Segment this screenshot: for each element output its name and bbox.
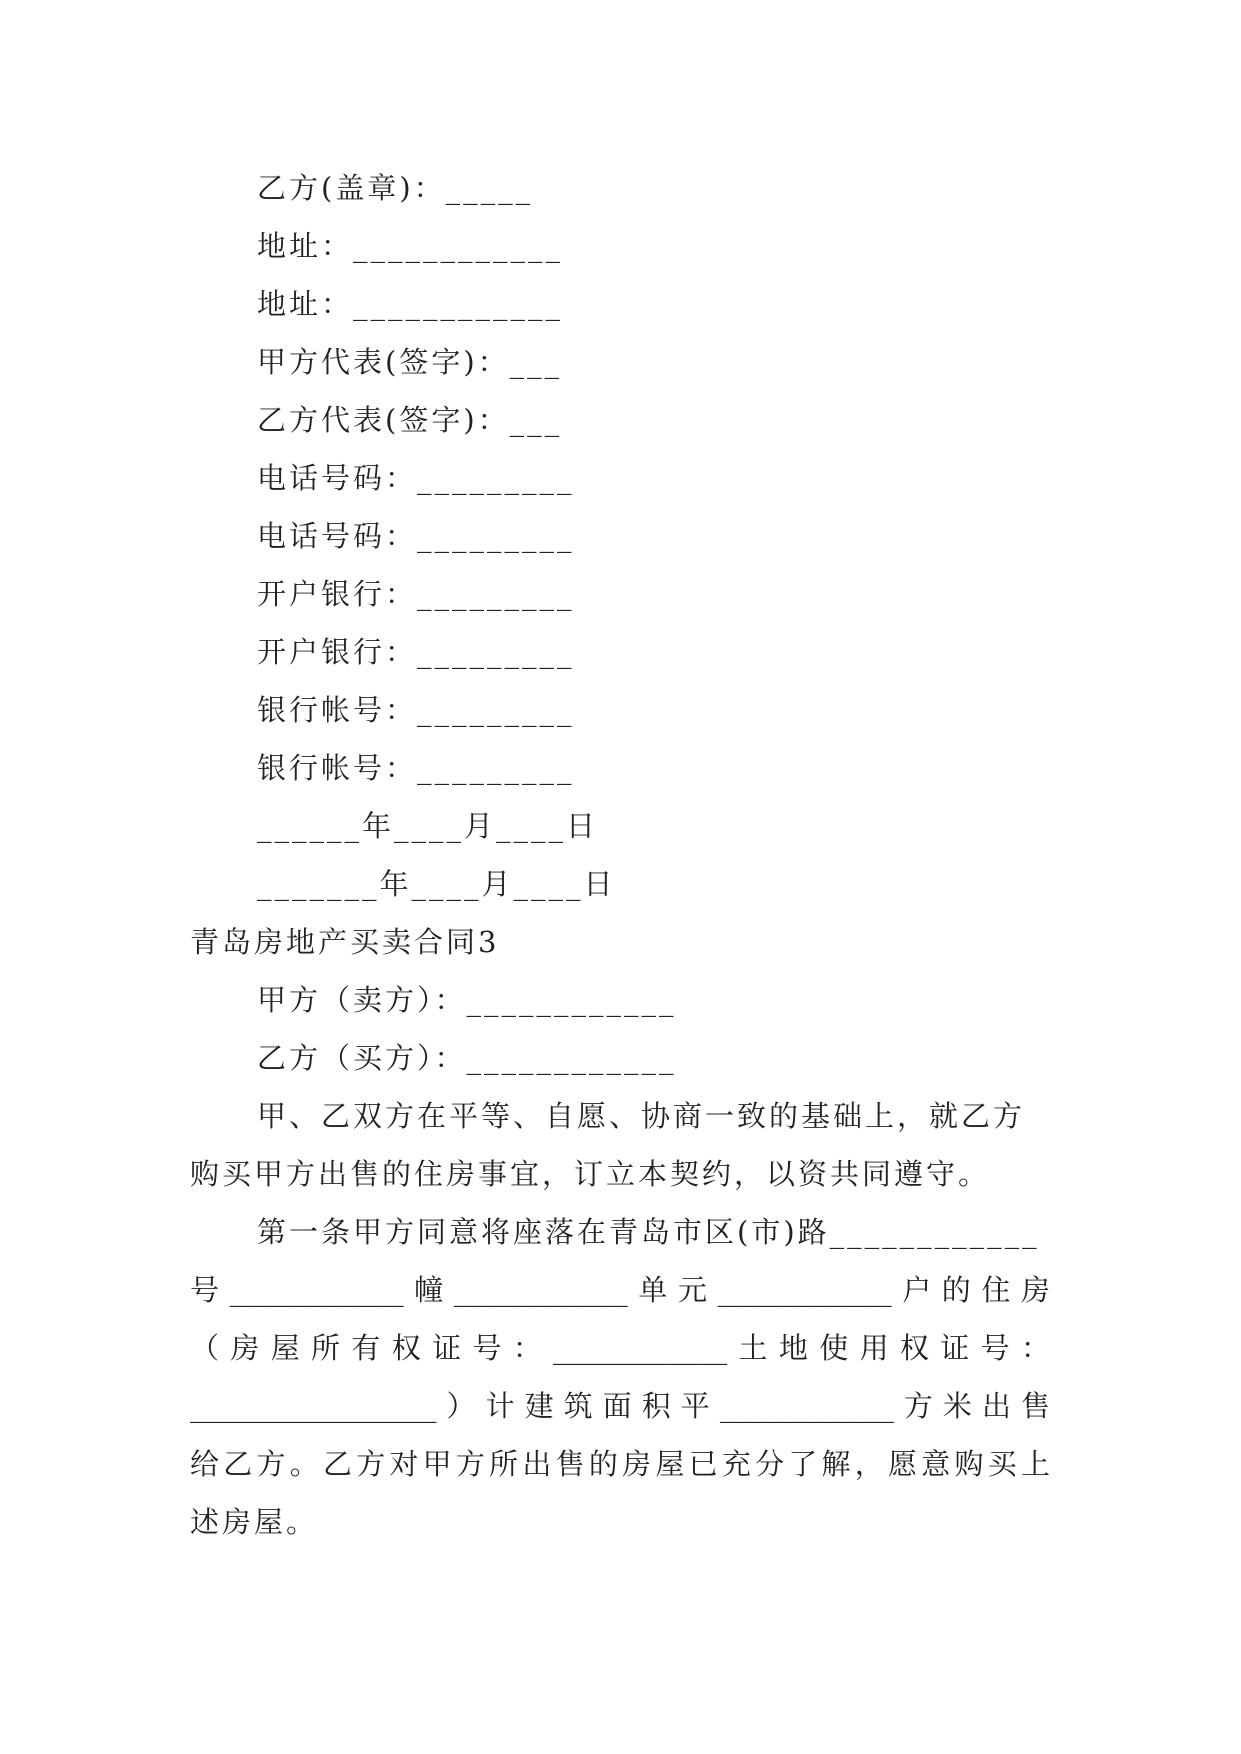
text-line: 甲方代表(签字)：___ (257, 345, 563, 379)
text-line: 开户银行：_________ (257, 635, 575, 669)
paragraph-line: 购买甲方出售的住房事宜，订立本契约，以资共同遵守。 (190, 1157, 991, 1191)
text-line: 乙方代表(签字)：___ (257, 403, 563, 437)
text-line: 开户银行：_________ (257, 577, 575, 611)
text-line: 乙方(盖章)：_____ (257, 171, 534, 205)
paragraph-line: _________________）计建筑面积平____________方米出售 (190, 1389, 1050, 1423)
text-line: ______年____月____日 (257, 809, 599, 843)
paragraph-line: （房屋所有权证号：____________土地使用权证号： (190, 1331, 1050, 1365)
text-line: _______年____月____日 (257, 867, 616, 901)
paragraph-line: 给乙方。乙方对甲方所出售的房屋已充分了解，愿意购买上 (190, 1447, 1050, 1481)
paragraph-line: 第一条甲方同意将座落在青岛市区(市)路____________ (257, 1215, 1040, 1249)
text-line: 甲方（卖方）：____________ (257, 983, 677, 1017)
paragraph-line: 甲、乙双方在平等、自愿、协商一致的基础上，就乙方 (257, 1099, 1026, 1133)
text-line: 地址：____________ (257, 229, 564, 263)
text-line: 乙方（买方）：____________ (257, 1041, 677, 1075)
text-line: 银行帐号：_________ (257, 693, 575, 727)
paragraph-line: 号____________幢____________单元____________户的住房 (190, 1273, 1050, 1307)
text-line: 电话号码：_________ (257, 461, 575, 495)
text-line: 电话号码：_________ (257, 519, 575, 553)
text-line: 银行帐号：_________ (257, 751, 575, 785)
paragraph-line: 述房屋。 (190, 1505, 319, 1539)
section-heading: 青岛房地产买卖合同3 (190, 925, 500, 959)
text-line: 地址：____________ (257, 287, 564, 321)
